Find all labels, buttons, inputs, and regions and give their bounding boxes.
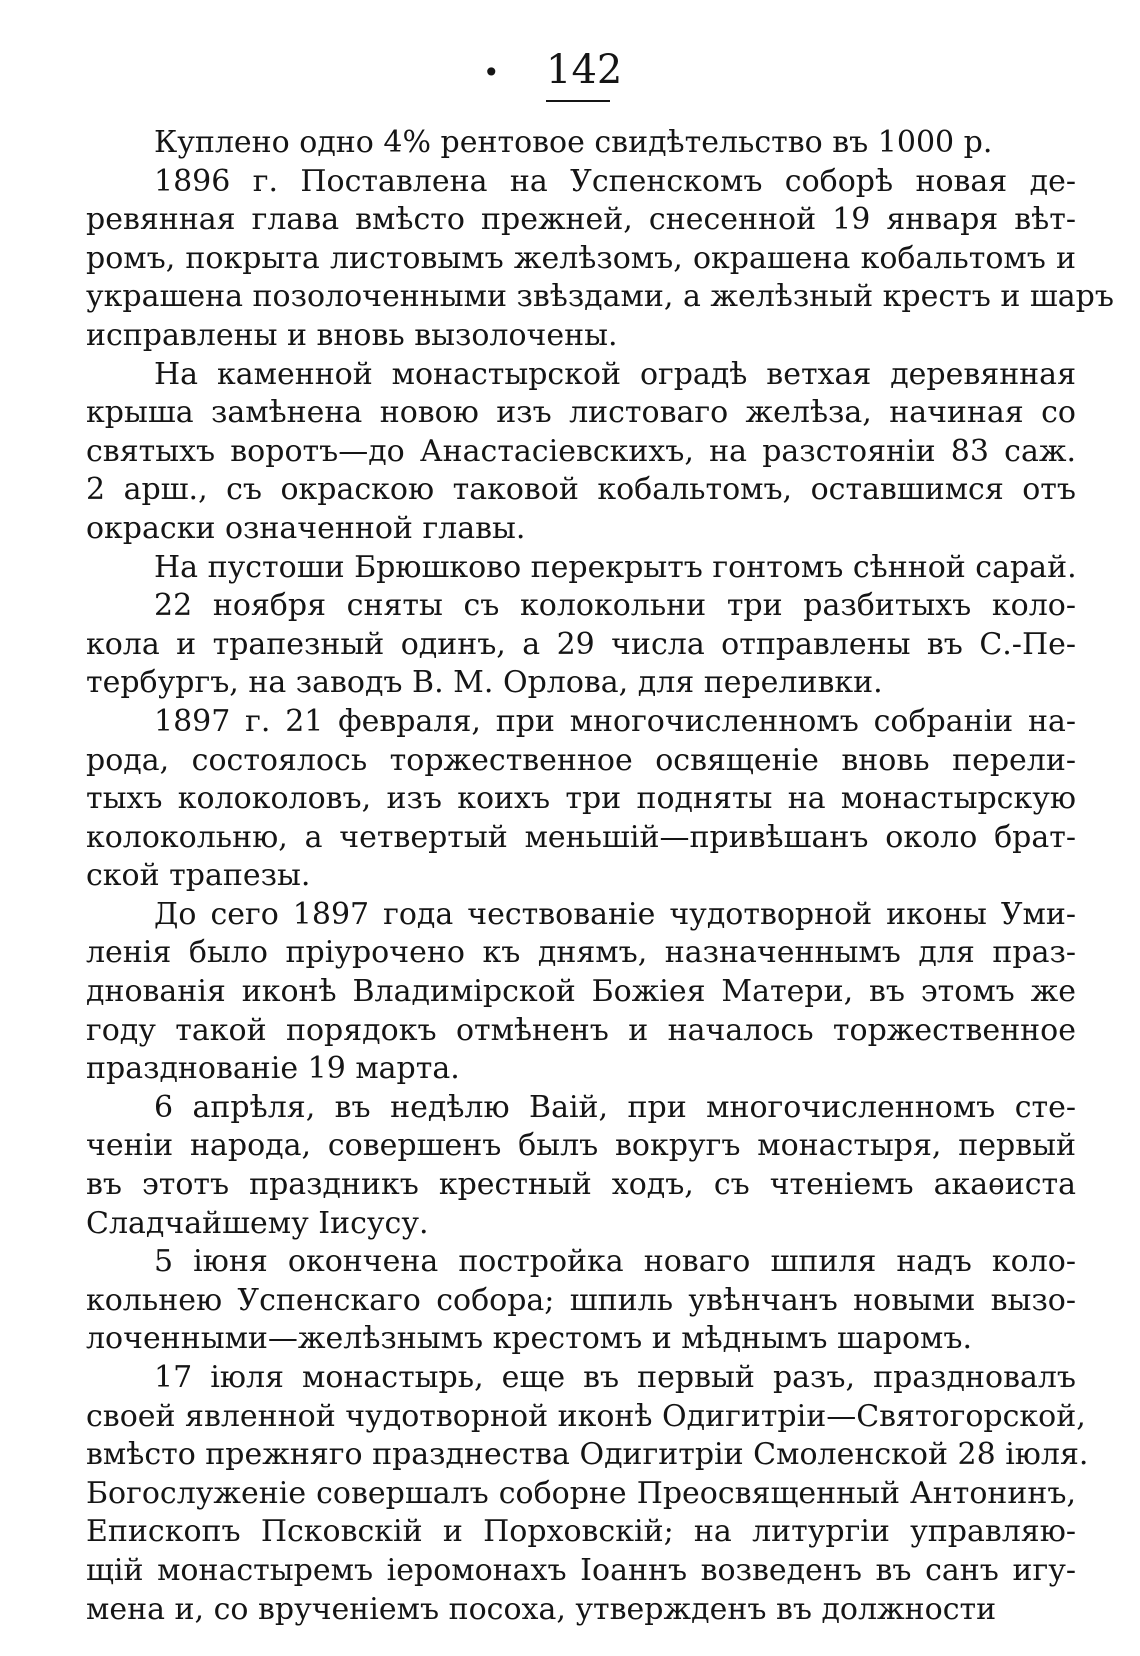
text-line: 6 апрѣля, въ недѣлю Ваій, при многочисленномъ сте-	[154, 1089, 1076, 1125]
text-line: ромъ, покрыта листовымъ желѣзомъ, окрашена кобальтомъ и	[86, 240, 1076, 276]
paragraph	[86, 124, 1076, 163]
body-text	[86, 124, 1114, 1629]
text-line: украшена позолоченными звѣздами, а желѣзный крестъ и шаръ	[86, 279, 1114, 315]
text-line: ченіи народа, совершенъ былъ вокругъ монастыря, первый	[86, 1128, 1076, 1164]
text-line: Богослуженіе совершалъ соборне Преосвященный Антонинъ,	[86, 1475, 1076, 1511]
paragraph	[86, 356, 1076, 549]
text-line: щій монастыремъ іеромонахъ Іоаннъ возведенъ въ санъ игу-	[86, 1552, 1076, 1588]
text-line: Епископъ Псковскій и Порховскій; на литургіи управляю-	[86, 1514, 1076, 1550]
text-line: кольнею Успенскаго собора; шпиль увѣнчанъ новыми вызо-	[86, 1282, 1076, 1318]
page-number: 142	[546, 47, 623, 93]
text-line: исправлены и вновь вызолочены.	[86, 317, 618, 353]
text-line: ской трапезы.	[86, 858, 311, 894]
paragraph	[86, 549, 1076, 588]
text-line: лоченными—желѣзнымъ крестомъ и мѣднымъ шаромъ.	[86, 1321, 972, 1357]
paragraph	[86, 587, 1076, 703]
text-line: ленія было пріурочено къ днямъ, назначеннымъ для праз-	[86, 935, 1076, 971]
text-line: своей явленной чудотворной иконѣ Одигитріи—Святогорской,	[86, 1398, 1086, 1434]
page-number-underline	[546, 100, 610, 102]
paragraph	[86, 896, 1076, 1089]
text-line: кола и трапезный одинъ, а 29 числа отправлены въ С.-Пе-	[86, 626, 1076, 662]
text-line: 22 ноября сняты съ колокольни три разбитыхъ коло-	[154, 588, 1076, 624]
text-line: ревянная глава вмѣсто прежней, снесенной 19 января вѣт-	[86, 202, 1076, 238]
text-line: мена и, со врученіемъ посоха, утвержденъ въ должности	[86, 1591, 997, 1627]
text-line: 5 іюня окончена постройка новаго шпиля надъ коло-	[154, 1244, 1076, 1280]
text-line: году такой порядокъ отмѣненъ и началось торжественное	[86, 1012, 1076, 1048]
text-line: 1896 г. Поставлена на Успенскомъ соборѣ новая де-	[154, 163, 1076, 199]
text-line: святыхъ воротъ—до Анастасіевскихъ, на разстояніи 83 саж.	[86, 433, 1076, 469]
text-line: колокольню, а четвертый меньшій—привѣшанъ около брат-	[86, 819, 1076, 855]
text-line: тыхъ колоколовъ, изъ коихъ три подняты на монастырскую	[86, 781, 1076, 817]
text-line: Сладчайшему Іисусу.	[86, 1205, 429, 1241]
paragraph	[86, 703, 1076, 896]
text-line: Куплено одно 4% рентовое свидѣтельство въ 1000 р.	[154, 125, 993, 160]
paragraph	[86, 1359, 1089, 1629]
text-line: окраски означенной главы.	[86, 510, 526, 546]
stray-dot: •	[483, 56, 500, 89]
paragraph	[86, 1089, 1076, 1243]
text-line: вмѣсто прежняго празднества Одигитріи Смоленской 28 іюля.	[86, 1437, 1089, 1473]
text-line: На каменной монастырской оградѣ ветхая деревянная	[154, 356, 1076, 392]
paragraph	[86, 163, 1114, 356]
text-line: До сего 1897 года чествованіе чудотворной иконы Уми-	[154, 896, 1076, 932]
text-line: 17 іюля монастырь, еще въ первый разъ, праздновалъ	[154, 1360, 1076, 1395]
text-line: тербургъ, на заводъ В. М. Орлова, для переливки.	[86, 665, 883, 701]
text-line: днованія иконѣ Владимірской Божіея Матери, въ этомъ же	[86, 974, 1076, 1010]
text-line: 1897 г. 21 февраля, при многочисленномъ собраніи на-	[154, 703, 1076, 739]
text-line: рода, состоялось торжественное освященіе вновь перели-	[86, 742, 1076, 778]
paragraph	[86, 1243, 1076, 1359]
text-line: крыша замѣнена новою изъ листоваго желѣза, начиная со	[86, 395, 1076, 431]
text-line: На пустоши Брюшково перекрытъ гонтомъ сѣнной сарай.	[154, 549, 1077, 585]
text-line: въ этотъ праздникъ крестный ходъ, съ чтеніемъ акаѳиста	[86, 1167, 1076, 1203]
text-line: празднованіе 19 марта.	[86, 1051, 460, 1087]
text-line: 2 арш., съ окраскою таковой кобальтомъ, оставшимся отъ	[86, 472, 1076, 508]
